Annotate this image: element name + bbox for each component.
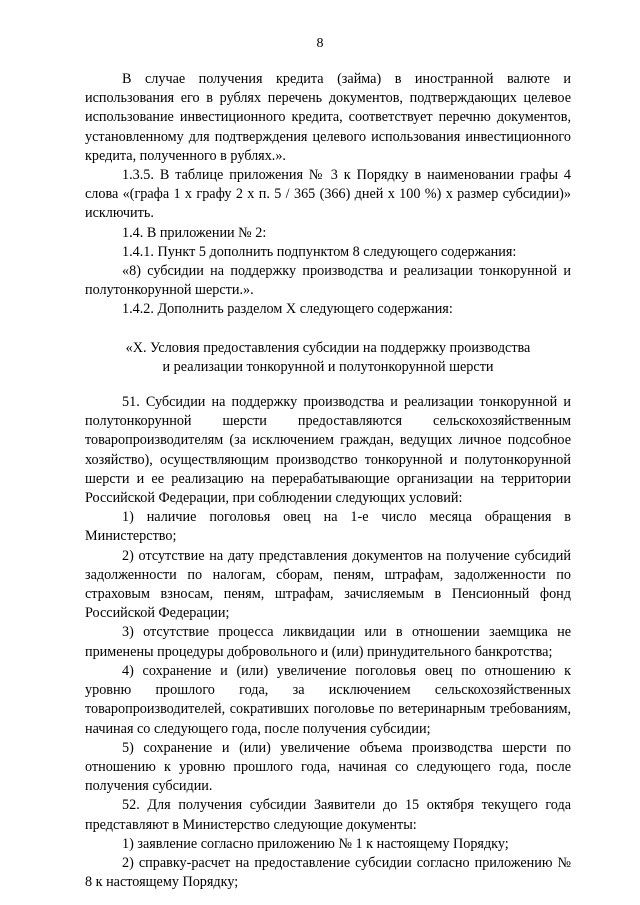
paragraph-1-4: 1.4. В приложении № 2: [122, 224, 267, 241]
paragraph-1-4-2: 1.4.2. Дополнить разделом X следующего содержания: [122, 301, 453, 318]
section-heading [85, 339, 571, 377]
section-heading-line-2: и реализации тонкорунной и полутонкорунной шерсти [162, 358, 494, 375]
page-number: 8 [316, 36, 324, 51]
paragraph-1-3-5: 1.3.5. В таблице приложения № 3 к Порядку в наименовании графы 4 слова «(графа 1 х графу 2 х п. 5 / 365 (366) дней х 100 %) х размер субсидии)» исключить. [85, 167, 571, 222]
condition-5: 5) сохранение и (или) увеличение объема производства шерсти по отношению к уровню прошлого года, начиная со следующего года, после получения субсидии. [85, 739, 571, 795]
paragraph-1-4-1: 1.4.1. Пункт 5 дополнить подпунктом 8 следующего содержания: [122, 243, 517, 260]
condition-4: 4) сохранение и (или) увеличение поголовья овец по отношению к уровню прошлого года, за исключением сельскохозяйственных товаропроизводителей, сокративших поголовье по ветеринарным требованиям, начиная со следующего года, после получения субсидии; [85, 662, 571, 737]
paragraph-credit-currency: В случае получения кредита (займа) в иностранной валюте и использования его в рублях перечень документов, подтверждающих целевое использование инвестиционного кредита, соответствует перечню документов, установленному для подтверждения целевого использования инвестиционного кредита, полученного в рублях.». [85, 71, 571, 164]
condition-2: 2) отсутствие на дату представления документов на получение субсидий задолженности по налогам, сборам, пеням, штрафам, задолженности по страховым взносам, пеням, штрафам, зачисляемым в Пенсионный фонд Российской Федерации; [85, 547, 571, 622]
document-item-1: 1) заявление согласно приложению № 1 к настоящему Порядку; [122, 835, 509, 852]
document-item-2: 2) справку-расчет на предоставление субсидии согласно приложению № 8 к настоящему Порядку; [85, 854, 571, 891]
paragraph-subitem-8: «8) субсидии на поддержку производства и реализации тонкорунной и полутонкорунной шерсти.». [85, 263, 571, 299]
condition-1: 1) наличие поголовья овец на 1-е число месяца обращения в Министерство; [85, 509, 571, 545]
document-body [85, 70, 571, 892]
paragraph-51: 51. Субсидии на поддержку производства и реализации тонкорунной и полутонкорунной шерсти предоставляются сельскохозяйственным товаропроизводителям (за исключением граждан, ведущих личное подсобное хозяйство), осуществляющим производство тонкорунной и полутонкорунной шерсти и ее реализацию на перерабатывающие организации на территории Российской Федерации, при соблюдении следующих условий: [85, 394, 571, 507]
condition-3: 3) отсутствие процесса ликвидации или в отношении заемщика не применены процедуры добровольного и (или) принудительного банкротства; [85, 624, 571, 660]
section-heading-line-1: «X. Условия предоставления субсидии на поддержку производства [125, 339, 531, 356]
paragraph-52: 52. Для получения субсидии Заявители до 15 октября текущего года представляют в Министерство следующие документы: [85, 797, 571, 833]
